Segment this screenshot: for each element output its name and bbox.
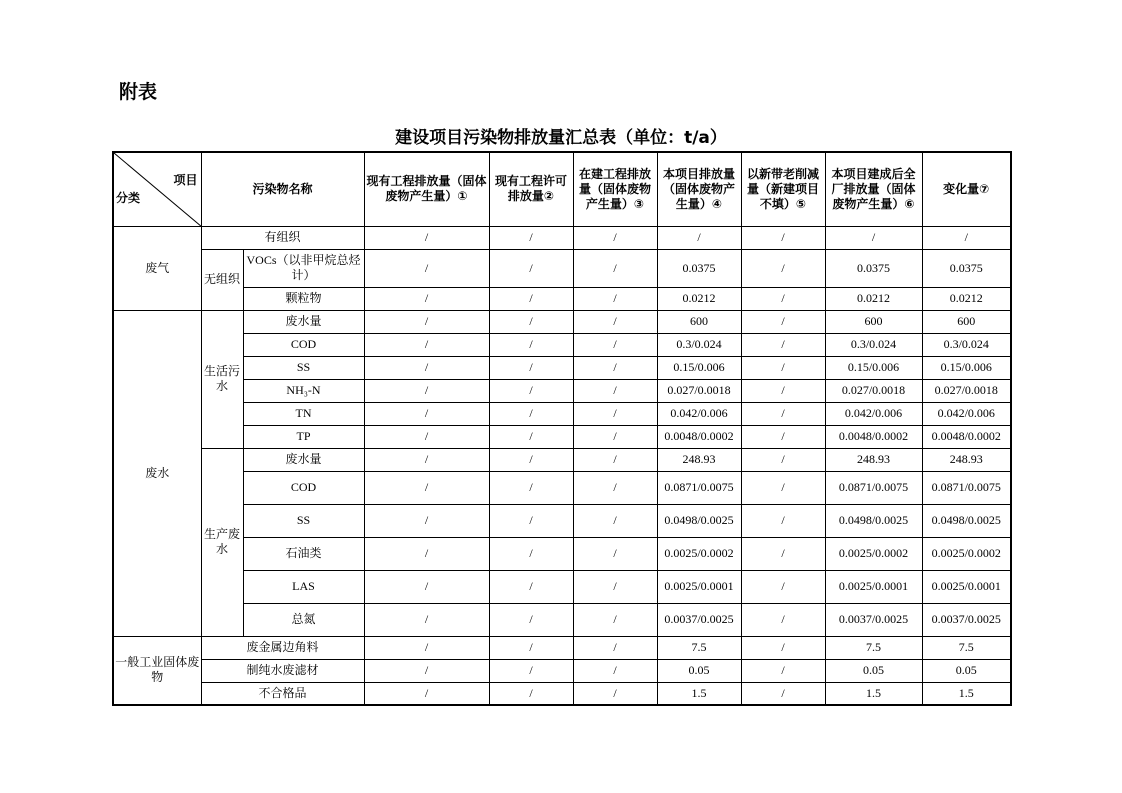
value-cell: / [573,659,657,682]
value-cell: / [364,287,489,310]
value-cell: / [741,425,825,448]
value-cell: / [364,636,489,659]
value-cell: 0.0871/0.0075 [922,471,1011,504]
value-cell: / [741,310,825,333]
header-existing-permit: 现有工程许可排放量② [489,152,573,226]
value-cell: / [657,226,741,249]
table-row [113,425,1011,448]
value-cell: 0.15/0.006 [922,356,1011,379]
value-cell: 0.0212 [825,287,922,310]
table-row [113,636,1011,659]
table-row [113,504,1011,537]
value-cell: 248.93 [825,448,922,471]
value-cell: 600 [922,310,1011,333]
table-row [113,659,1011,682]
value-cell: / [364,448,489,471]
value-cell: / [489,402,573,425]
pollutant-name: 不合格品 [201,682,364,705]
table-row [113,310,1011,333]
value-cell: 0.0498/0.0025 [922,504,1011,537]
value-cell: 0.042/0.006 [825,402,922,425]
value-cell: 0.0375 [922,249,1011,287]
value-cell: 0.027/0.0018 [657,379,741,402]
value-cell: / [489,682,573,705]
value-cell: 0.042/0.006 [922,402,1011,425]
header-existing-emission: 现有工程排放量（固体废物产生量）① [364,152,489,226]
pollutant-name: 石油类 [243,537,364,570]
value-cell: 0.042/0.006 [657,402,741,425]
pollutant-name: SS [243,356,364,379]
group-solid-waste: 一般工业固体废物 [113,636,201,705]
value-cell: 600 [657,310,741,333]
value-cell: / [489,425,573,448]
value-cell: 0.15/0.006 [825,356,922,379]
value-cell: / [364,379,489,402]
table-row [113,603,1011,636]
value-cell: 0.3/0.024 [922,333,1011,356]
value-cell: / [489,570,573,603]
pollutant-name: VOCs（以非甲烷总烃计） [243,249,364,287]
value-cell: 1.5 [657,682,741,705]
value-cell: 0.0375 [657,249,741,287]
table-row [113,537,1011,570]
pollutant-name: 有组织 [201,226,364,249]
value-cell: / [489,537,573,570]
value-cell: 0.0375 [825,249,922,287]
value-cell: / [364,425,489,448]
value-cell: / [573,333,657,356]
corner-header [113,152,201,226]
header-reduction: 以新带老削减量（新建项目不填）⑤ [741,152,825,226]
pollutant-name: 颗粒物 [243,287,364,310]
table-title: 建设项目污染物排放量汇总表（单位：t/a） [395,128,727,148]
pollutant-name: LAS [243,570,364,603]
table-row [113,379,1011,402]
value-cell: 7.5 [657,636,741,659]
value-cell: / [573,379,657,402]
value-cell: 248.93 [657,448,741,471]
value-cell: / [364,659,489,682]
value-cell: / [825,226,922,249]
value-cell: / [741,379,825,402]
value-cell: / [573,448,657,471]
value-cell: 0.0025/0.0001 [825,570,922,603]
value-cell: / [489,356,573,379]
value-cell: / [364,356,489,379]
table-row [113,471,1011,504]
diagonal-line [114,153,201,226]
value-cell: / [573,249,657,287]
corner-label-category: 分类 [116,190,141,205]
value-cell: 0.0025/0.0001 [922,570,1011,603]
value-cell: 0.0037/0.0025 [657,603,741,636]
value-cell: / [489,471,573,504]
table-row [113,570,1011,603]
subgroup-production-wastewater: 生产废水 [201,448,243,636]
value-cell: / [364,402,489,425]
pollutant-name: 制纯水废滤材 [201,659,364,682]
value-cell: / [364,570,489,603]
table-row [113,333,1011,356]
pollutant-name: TN [243,402,364,425]
value-cell: 7.5 [825,636,922,659]
value-cell: 1.5 [922,682,1011,705]
header-total-after: 本项目建成后全厂排放量（固体废物产生量）⑥ [825,152,922,226]
value-cell: / [364,310,489,333]
value-cell: / [364,471,489,504]
value-cell: / [573,504,657,537]
value-cell: / [741,471,825,504]
value-cell: 0.3/0.024 [657,333,741,356]
pollutant-name: 废水量 [243,448,364,471]
value-cell: / [573,310,657,333]
pollutant-name: TP [243,425,364,448]
value-cell: / [489,379,573,402]
value-cell: / [573,603,657,636]
value-cell: / [573,471,657,504]
pollutant-name: COD [243,333,364,356]
value-cell: 0.0048/0.0002 [657,425,741,448]
value-cell: / [573,356,657,379]
value-cell: / [489,226,573,249]
value-cell: 0.0871/0.0075 [825,471,922,504]
pollutant-name: 总氮 [243,603,364,636]
value-cell: 0.0048/0.0002 [922,425,1011,448]
value-cell: / [364,682,489,705]
value-cell: / [573,682,657,705]
value-cell: 0.05 [922,659,1011,682]
value-cell: / [741,682,825,705]
pollutant-name: SS [243,504,364,537]
value-cell: / [741,659,825,682]
value-cell: 0.0212 [657,287,741,310]
value-cell: / [364,333,489,356]
value-cell: 0.05 [825,659,922,682]
table-row [113,287,1011,310]
table-row [113,402,1011,425]
value-cell: / [741,356,825,379]
table-row [113,682,1011,705]
value-cell: / [573,570,657,603]
value-cell: 0.0498/0.0025 [825,504,922,537]
appendix-label: 附表 [119,81,158,103]
value-cell: 600 [825,310,922,333]
header-this-project: 本项目排放量（固体废物产生量）④ [657,152,741,226]
value-cell: / [741,226,825,249]
value-cell: / [364,537,489,570]
value-cell: / [741,333,825,356]
value-cell: / [573,537,657,570]
value-cell: 248.93 [922,448,1011,471]
value-cell: 0.0025/0.0002 [657,537,741,570]
corner-label-item: 项目 [173,173,198,187]
value-cell: 0.0871/0.0075 [657,471,741,504]
value-cell: / [489,504,573,537]
value-cell: / [741,249,825,287]
value-cell: / [741,537,825,570]
group-waste-water: 废水 [113,310,201,636]
value-cell: / [741,287,825,310]
value-cell: / [489,287,573,310]
value-cell: / [573,287,657,310]
header-change: 变化量⑦ [922,152,1011,226]
header-row [113,152,1011,226]
value-cell: 0.027/0.0018 [922,379,1011,402]
value-cell: / [741,448,825,471]
value-cell: / [489,333,573,356]
value-cell: 0.027/0.0018 [825,379,922,402]
value-cell: 0.0037/0.0025 [922,603,1011,636]
value-cell: / [922,226,1011,249]
emission-summary-table [112,151,1012,706]
value-cell: / [364,226,489,249]
group-waste-gas: 废气 [113,226,201,310]
value-cell: / [741,570,825,603]
value-cell: 0.3/0.024 [825,333,922,356]
value-cell: / [489,659,573,682]
value-cell: / [489,448,573,471]
value-cell: / [573,636,657,659]
table-row [113,448,1011,471]
value-cell: / [741,636,825,659]
subgroup-unorganized: 无组织 [201,249,243,310]
value-cell: 0.0498/0.0025 [657,504,741,537]
value-cell: / [741,402,825,425]
subgroup-domestic-sewage: 生活污水 [201,310,243,448]
value-cell: / [573,425,657,448]
value-cell: / [489,310,573,333]
value-cell: 0.0048/0.0002 [825,425,922,448]
value-cell: / [741,504,825,537]
value-cell: / [489,249,573,287]
table-row [113,249,1011,287]
value-cell: / [573,402,657,425]
pollutant-name: 废水量 [243,310,364,333]
pollutant-name: COD [243,471,364,504]
pollutant-name: 废金属边角料 [201,636,364,659]
pollutant-name: NH₃-N [243,379,364,402]
header-under-construction: 在建工程排放量（固体废物产生量）③ [573,152,657,226]
value-cell: / [364,249,489,287]
value-cell: 0.15/0.006 [657,356,741,379]
header-pollutant: 污染物名称 [201,152,364,226]
value-cell: / [489,636,573,659]
value-cell: 0.0025/0.0002 [825,537,922,570]
value-cell: 0.0025/0.0002 [922,537,1011,570]
value-cell: / [364,504,489,537]
value-cell: 7.5 [922,636,1011,659]
table-row [113,356,1011,379]
value-cell: 0.05 [657,659,741,682]
table-row [113,226,1011,249]
value-cell: 0.0212 [922,287,1011,310]
value-cell: / [741,603,825,636]
value-cell: / [489,603,573,636]
value-cell: 0.0037/0.0025 [825,603,922,636]
value-cell: / [573,226,657,249]
value-cell: / [364,603,489,636]
value-cell: 0.0025/0.0001 [657,570,741,603]
value-cell: 1.5 [825,682,922,705]
